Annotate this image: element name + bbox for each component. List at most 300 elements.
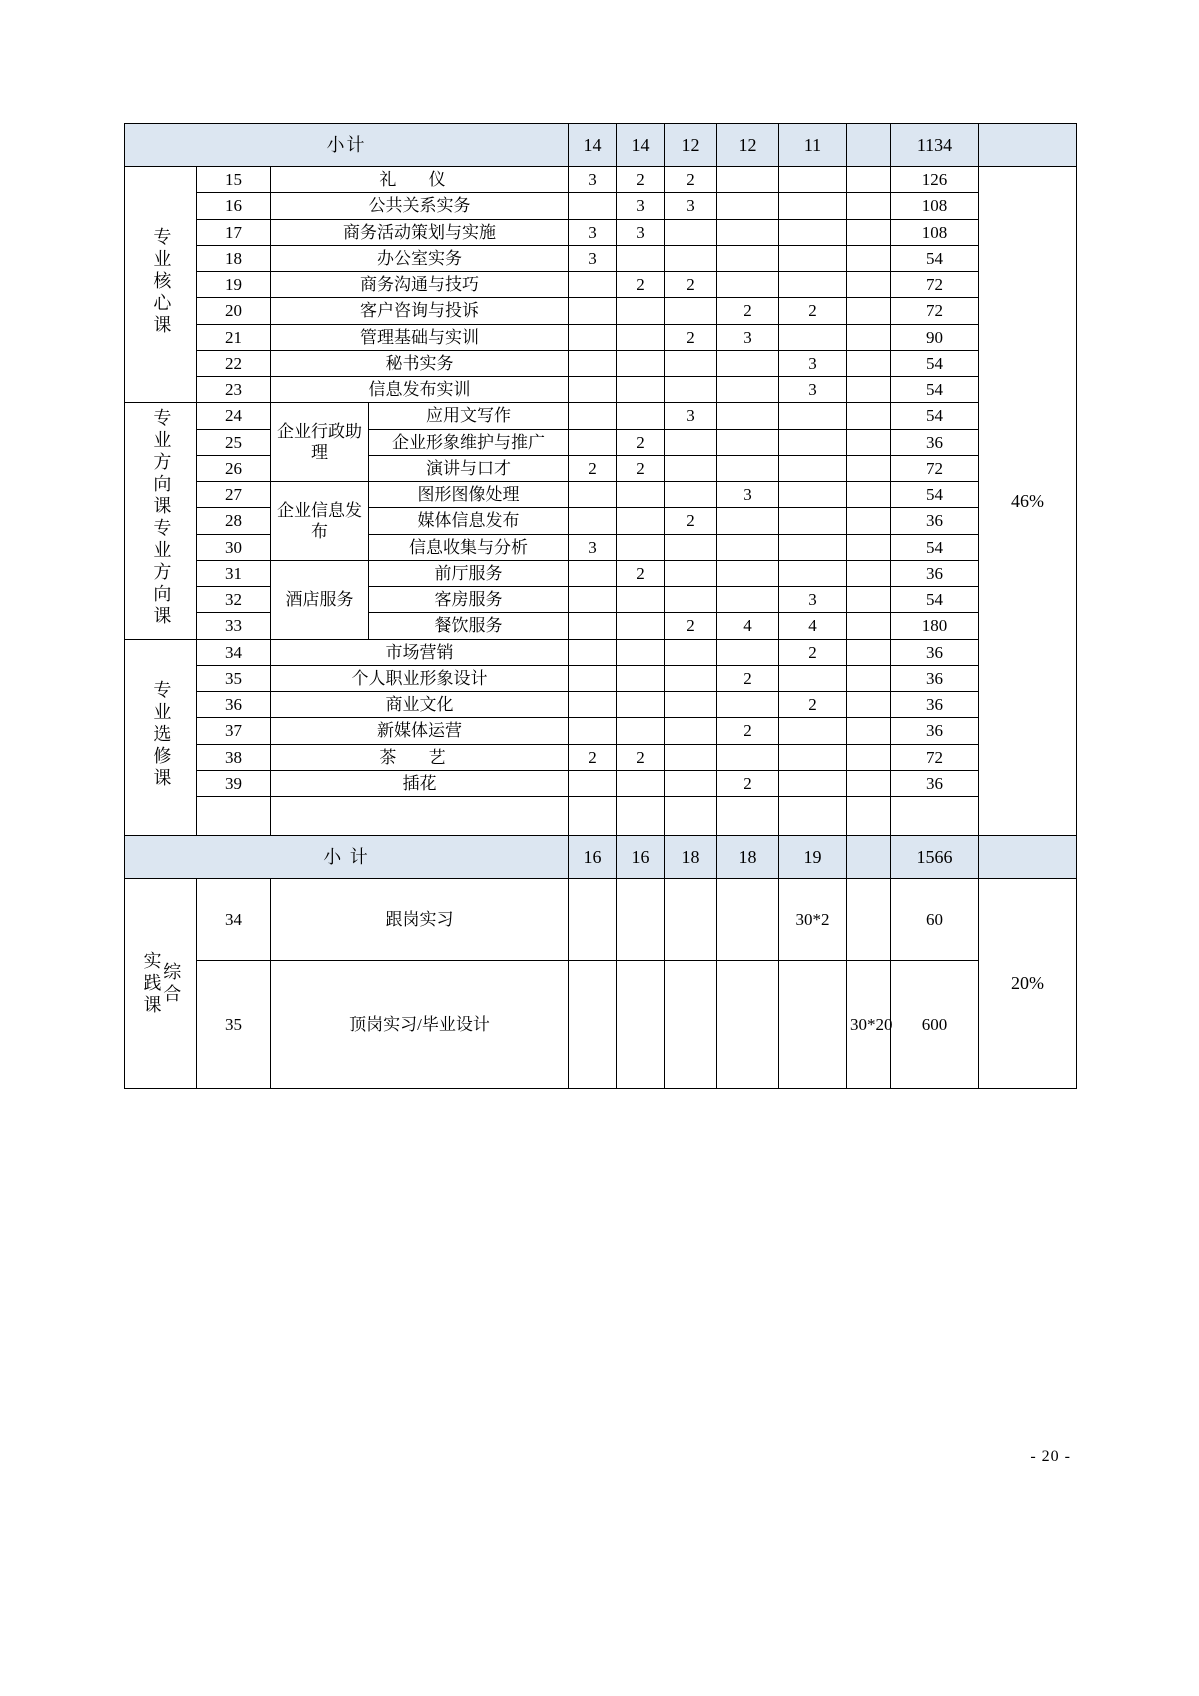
row-no [197, 797, 271, 836]
hour-3: 2 [665, 508, 717, 534]
hour-6 [847, 429, 891, 455]
hour-1 [569, 961, 617, 1089]
hour-5: 3 [779, 377, 847, 403]
subtotal-top-hour-4: 12 [717, 124, 779, 167]
hour-3 [665, 879, 717, 961]
hour-2 [617, 692, 665, 718]
table-row [125, 587, 1077, 613]
hour-5 [779, 744, 847, 770]
row-total: 36 [891, 692, 979, 718]
hour-2 [617, 324, 665, 350]
hour-5: 2 [779, 692, 847, 718]
hour-6 [847, 639, 891, 665]
hour-4 [717, 744, 779, 770]
subtotal-top-total: 1134 [891, 124, 979, 167]
hour-6 [847, 193, 891, 219]
hour-3 [665, 961, 717, 1089]
hour-2 [617, 534, 665, 560]
hour-1 [569, 770, 617, 796]
course-name: 客房服务 [369, 587, 569, 613]
page-number: - 20 - [1030, 1448, 1071, 1465]
hour-6 [847, 587, 891, 613]
row-no: 38 [197, 744, 271, 770]
row-no: 35 [197, 961, 271, 1089]
hour-3 [665, 298, 717, 324]
hour-1 [569, 403, 617, 429]
row-total: 72 [891, 744, 979, 770]
hour-6 [847, 377, 891, 403]
row-no: 32 [197, 587, 271, 613]
course-name: 图形图像处理 [369, 482, 569, 508]
hour-4: 3 [717, 482, 779, 508]
hour-1 [569, 298, 617, 324]
hour-6 [847, 403, 891, 429]
hour-4 [717, 193, 779, 219]
hour-6 [847, 350, 891, 376]
hour-2: 2 [617, 455, 665, 481]
course-name: 商务活动策划与实施 [271, 219, 569, 245]
course-name: 企业形象维护与推广 [369, 429, 569, 455]
table-row-subtotal-top [125, 124, 1077, 167]
subtotal-mid-percent [979, 836, 1077, 879]
row-no: 30 [197, 534, 271, 560]
hour-1 [569, 508, 617, 534]
subtotal-mid-hour-6 [847, 836, 891, 879]
row-no: 28 [197, 508, 271, 534]
hour-3 [665, 639, 717, 665]
hour-5 [779, 193, 847, 219]
hour-4 [717, 587, 779, 613]
hour-1: 2 [569, 744, 617, 770]
row-no: 34 [197, 639, 271, 665]
row-no: 23 [197, 377, 271, 403]
table-row [125, 403, 1077, 429]
hour-6 [847, 324, 891, 350]
hour-5 [779, 665, 847, 691]
hour-1: 2 [569, 455, 617, 481]
hour-5 [779, 324, 847, 350]
subtotal-mid-hour-5: 19 [779, 836, 847, 879]
table-row [125, 245, 1077, 271]
table-row-subtotal-mid [125, 836, 1077, 879]
hour-4 [717, 403, 779, 429]
hour-4 [717, 245, 779, 271]
table-row [125, 534, 1077, 560]
table-row [125, 692, 1077, 718]
hour-1 [569, 272, 617, 298]
subtotal-mid-label: 小 计 [125, 836, 569, 879]
hour-2: 3 [617, 193, 665, 219]
hour-4 [717, 508, 779, 534]
course-name: 管理基础与实训 [271, 324, 569, 350]
hour-3 [665, 692, 717, 718]
hour-1 [569, 350, 617, 376]
table-row [125, 639, 1077, 665]
table-row [125, 324, 1077, 350]
row-no: 18 [197, 245, 271, 271]
course-name: 演讲与口才 [369, 455, 569, 481]
hour-5 [779, 560, 847, 586]
hour-5: 2 [779, 639, 847, 665]
hour-5: 3 [779, 587, 847, 613]
course-name: 媒体信息发布 [369, 508, 569, 534]
course-group: 企业信息发布 [271, 482, 369, 561]
table-row [125, 879, 1077, 961]
table-row [125, 193, 1077, 219]
table-row [125, 770, 1077, 796]
course-name: 个人职业形象设计 [271, 665, 569, 691]
hour-4: 2 [717, 298, 779, 324]
hour-3: 2 [665, 272, 717, 298]
hour-3 [665, 482, 717, 508]
hour-2 [617, 797, 665, 836]
table-row [125, 377, 1077, 403]
hour-3 [665, 219, 717, 245]
hour-2 [617, 665, 665, 691]
course-name: 礼 仪 [271, 167, 569, 193]
course-name: 餐饮服务 [369, 613, 569, 639]
subtotal-top-percent [979, 124, 1077, 167]
hour-1 [569, 718, 617, 744]
course-name: 信息发布实训 [271, 377, 569, 403]
hour-3: 3 [665, 193, 717, 219]
hour-1 [569, 639, 617, 665]
hour-3 [665, 377, 717, 403]
subtotal-mid-hour-4: 18 [717, 836, 779, 879]
hour-3: 2 [665, 167, 717, 193]
hour-4: 2 [717, 718, 779, 744]
subtotal-top-hour-6 [847, 124, 891, 167]
hour-5 [779, 770, 847, 796]
row-no: 26 [197, 455, 271, 481]
hour-1 [569, 797, 617, 836]
hour-2: 2 [617, 744, 665, 770]
row-no: 20 [197, 298, 271, 324]
hour-6 [847, 167, 891, 193]
subtotal-top-hour-2: 14 [617, 124, 665, 167]
hour-4 [717, 961, 779, 1089]
hour-2 [617, 482, 665, 508]
hour-3 [665, 665, 717, 691]
row-no: 27 [197, 482, 271, 508]
row-total: 54 [891, 587, 979, 613]
hour-4 [717, 272, 779, 298]
row-total: 180 [891, 613, 979, 639]
category-label-practice [125, 879, 197, 1089]
subtotal-top-label: 小计 [125, 124, 569, 167]
table-row [125, 482, 1077, 508]
row-total: 36 [891, 718, 979, 744]
hour-6 [847, 718, 891, 744]
table-row [125, 744, 1077, 770]
hour-3 [665, 718, 717, 744]
row-no: 36 [197, 692, 271, 718]
hour-6 [847, 744, 891, 770]
hour-5: 2 [779, 298, 847, 324]
hour-3 [665, 560, 717, 586]
hour-5: 30*2 [779, 879, 847, 961]
row-total: 36 [891, 508, 979, 534]
hour-2 [617, 587, 665, 613]
hour-4 [717, 219, 779, 245]
table-row-empty [125, 797, 1077, 836]
hour-2 [617, 508, 665, 534]
hour-1 [569, 324, 617, 350]
subtotal-mid-hour-2: 16 [617, 836, 665, 879]
table-row [125, 167, 1077, 193]
hour-5: 3 [779, 350, 847, 376]
hour-5 [779, 167, 847, 193]
percent-cell-20: 20% [979, 879, 1077, 1089]
hour-4: 2 [717, 770, 779, 796]
hour-2: 3 [617, 219, 665, 245]
category-label-elective: 专业选修课 [125, 639, 197, 836]
course-name: 市场营销 [271, 639, 569, 665]
course-name: 办公室实务 [271, 245, 569, 271]
hour-6 [847, 797, 891, 836]
row-total: 36 [891, 639, 979, 665]
hour-3: 2 [665, 324, 717, 350]
hour-4 [717, 167, 779, 193]
hour-4 [717, 879, 779, 961]
hour-5: 4 [779, 613, 847, 639]
hour-3 [665, 350, 717, 376]
subtotal-mid-total: 1566 [891, 836, 979, 879]
row-no: 34 [197, 879, 271, 961]
hour-1 [569, 429, 617, 455]
row-total: 36 [891, 429, 979, 455]
hour-5 [779, 219, 847, 245]
hour-5 [779, 272, 847, 298]
hour-2 [617, 377, 665, 403]
hour-2 [617, 770, 665, 796]
hour-2 [617, 879, 665, 961]
hour-1: 3 [569, 245, 617, 271]
subtotal-mid-hour-1: 16 [569, 836, 617, 879]
hour-3: 3 [665, 403, 717, 429]
course-name: 新媒体运营 [271, 718, 569, 744]
category-label-core: 专业核心课 [125, 167, 197, 403]
subtotal-top-hour-1: 14 [569, 124, 617, 167]
hour-6 [847, 665, 891, 691]
category-label-practice-sub: 综合 [161, 961, 182, 1006]
table-row [125, 718, 1077, 744]
hour-5 [779, 534, 847, 560]
hour-1 [569, 665, 617, 691]
hour-2 [617, 350, 665, 376]
hour-1 [569, 560, 617, 586]
hour-5 [779, 718, 847, 744]
row-total: 36 [891, 770, 979, 796]
hour-3 [665, 797, 717, 836]
hour-1 [569, 587, 617, 613]
course-name: 客户咨询与投诉 [271, 298, 569, 324]
row-total: 54 [891, 482, 979, 508]
row-total: 72 [891, 455, 979, 481]
hour-2: 2 [617, 560, 665, 586]
hour-3 [665, 245, 717, 271]
hour-3 [665, 429, 717, 455]
row-no: 33 [197, 613, 271, 639]
row-no: 35 [197, 665, 271, 691]
hour-5 [779, 508, 847, 534]
row-no: 24 [197, 403, 271, 429]
course-name: 茶 艺 [271, 744, 569, 770]
curriculum-table [124, 123, 1077, 1089]
course-name: 信息收集与分析 [369, 534, 569, 560]
hour-6: 30*20 [847, 961, 891, 1089]
course-name: 插花 [271, 770, 569, 796]
hour-3 [665, 744, 717, 770]
row-total: 72 [891, 298, 979, 324]
row-total: 54 [891, 403, 979, 429]
row-no: 19 [197, 272, 271, 298]
hour-6 [847, 455, 891, 481]
row-total: 108 [891, 219, 979, 245]
course-name: 顶岗实习/毕业设计 [271, 961, 569, 1089]
row-total: 108 [891, 193, 979, 219]
subtotal-top-hour-5: 11 [779, 124, 847, 167]
hour-2 [617, 639, 665, 665]
hour-4 [717, 560, 779, 586]
hour-6 [847, 613, 891, 639]
hour-5 [779, 403, 847, 429]
hour-2 [617, 298, 665, 324]
hour-2 [617, 245, 665, 271]
subtotal-mid-hour-3: 18 [665, 836, 717, 879]
table-row [125, 613, 1077, 639]
row-total: 90 [891, 324, 979, 350]
hour-4 [717, 455, 779, 481]
hour-1 [569, 692, 617, 718]
hour-6 [847, 482, 891, 508]
row-no: 31 [197, 560, 271, 586]
hour-2: 2 [617, 167, 665, 193]
hour-1 [569, 193, 617, 219]
hour-4 [717, 797, 779, 836]
hour-1: 3 [569, 167, 617, 193]
hour-6 [847, 879, 891, 961]
hour-2: 2 [617, 272, 665, 298]
hour-4: 3 [717, 324, 779, 350]
hour-1 [569, 482, 617, 508]
hour-1: 3 [569, 219, 617, 245]
hour-5 [779, 961, 847, 1089]
table-row [125, 219, 1077, 245]
hour-4 [717, 534, 779, 560]
category-label-practice-main: 实践课 [141, 950, 162, 1017]
hour-3: 2 [665, 613, 717, 639]
category-label-direction: 专业方向课专业方向课 [125, 403, 197, 639]
row-total: 36 [891, 560, 979, 586]
table-row [125, 560, 1077, 586]
row-total: 54 [891, 350, 979, 376]
row-total: 126 [891, 167, 979, 193]
row-no: 37 [197, 718, 271, 744]
row-total: 54 [891, 534, 979, 560]
hour-5 [779, 429, 847, 455]
subtotal-top-hour-3: 12 [665, 124, 717, 167]
row-total: 72 [891, 272, 979, 298]
table-row [125, 429, 1077, 455]
table-row [125, 272, 1077, 298]
hour-4 [717, 692, 779, 718]
hour-1 [569, 879, 617, 961]
hour-1 [569, 613, 617, 639]
hour-6 [847, 534, 891, 560]
row-total [891, 797, 979, 836]
table-row [125, 665, 1077, 691]
hour-6 [847, 508, 891, 534]
row-no: 22 [197, 350, 271, 376]
course-name: 秘书实务 [271, 350, 569, 376]
table-row [125, 350, 1077, 376]
hour-5 [779, 482, 847, 508]
hour-1 [569, 377, 617, 403]
hour-6 [847, 770, 891, 796]
course-name: 商务沟通与技巧 [271, 272, 569, 298]
row-no: 16 [197, 193, 271, 219]
row-total: 60 [891, 879, 979, 961]
hour-4: 4 [717, 613, 779, 639]
row-no: 15 [197, 167, 271, 193]
row-total: 36 [891, 665, 979, 691]
course-name: 前厅服务 [369, 560, 569, 586]
hour-5 [779, 797, 847, 836]
hour-1: 3 [569, 534, 617, 560]
hour-4: 2 [717, 665, 779, 691]
row-no: 25 [197, 429, 271, 455]
hour-4 [717, 429, 779, 455]
hour-2: 2 [617, 429, 665, 455]
curriculum-table-container [124, 123, 1076, 1089]
course-name: 商业文化 [271, 692, 569, 718]
table-row [125, 961, 1077, 1089]
hour-6 [847, 272, 891, 298]
hour-6 [847, 245, 891, 271]
hour-3 [665, 587, 717, 613]
course-group: 企业行政助理 [271, 403, 369, 482]
hour-2 [617, 718, 665, 744]
row-total: 600 [891, 961, 979, 1089]
course-name: 跟岗实习 [271, 879, 569, 961]
hour-4 [717, 350, 779, 376]
percent-cell-46: 46% [979, 167, 1077, 836]
hour-3 [665, 455, 717, 481]
hour-6 [847, 692, 891, 718]
course-name: 公共关系实务 [271, 193, 569, 219]
hour-4 [717, 639, 779, 665]
hour-6 [847, 560, 891, 586]
table-row [125, 298, 1077, 324]
row-total: 54 [891, 245, 979, 271]
hour-3 [665, 534, 717, 560]
course-name [271, 797, 569, 836]
row-total: 54 [891, 377, 979, 403]
hour-2 [617, 961, 665, 1089]
row-no: 21 [197, 324, 271, 350]
hour-3 [665, 770, 717, 796]
hour-6 [847, 219, 891, 245]
hour-2 [617, 403, 665, 429]
hour-4 [717, 377, 779, 403]
course-name: 应用文写作 [369, 403, 569, 429]
row-no: 39 [197, 770, 271, 796]
table-row [125, 455, 1077, 481]
hour-6 [847, 298, 891, 324]
hour-5 [779, 455, 847, 481]
hour-2 [617, 613, 665, 639]
